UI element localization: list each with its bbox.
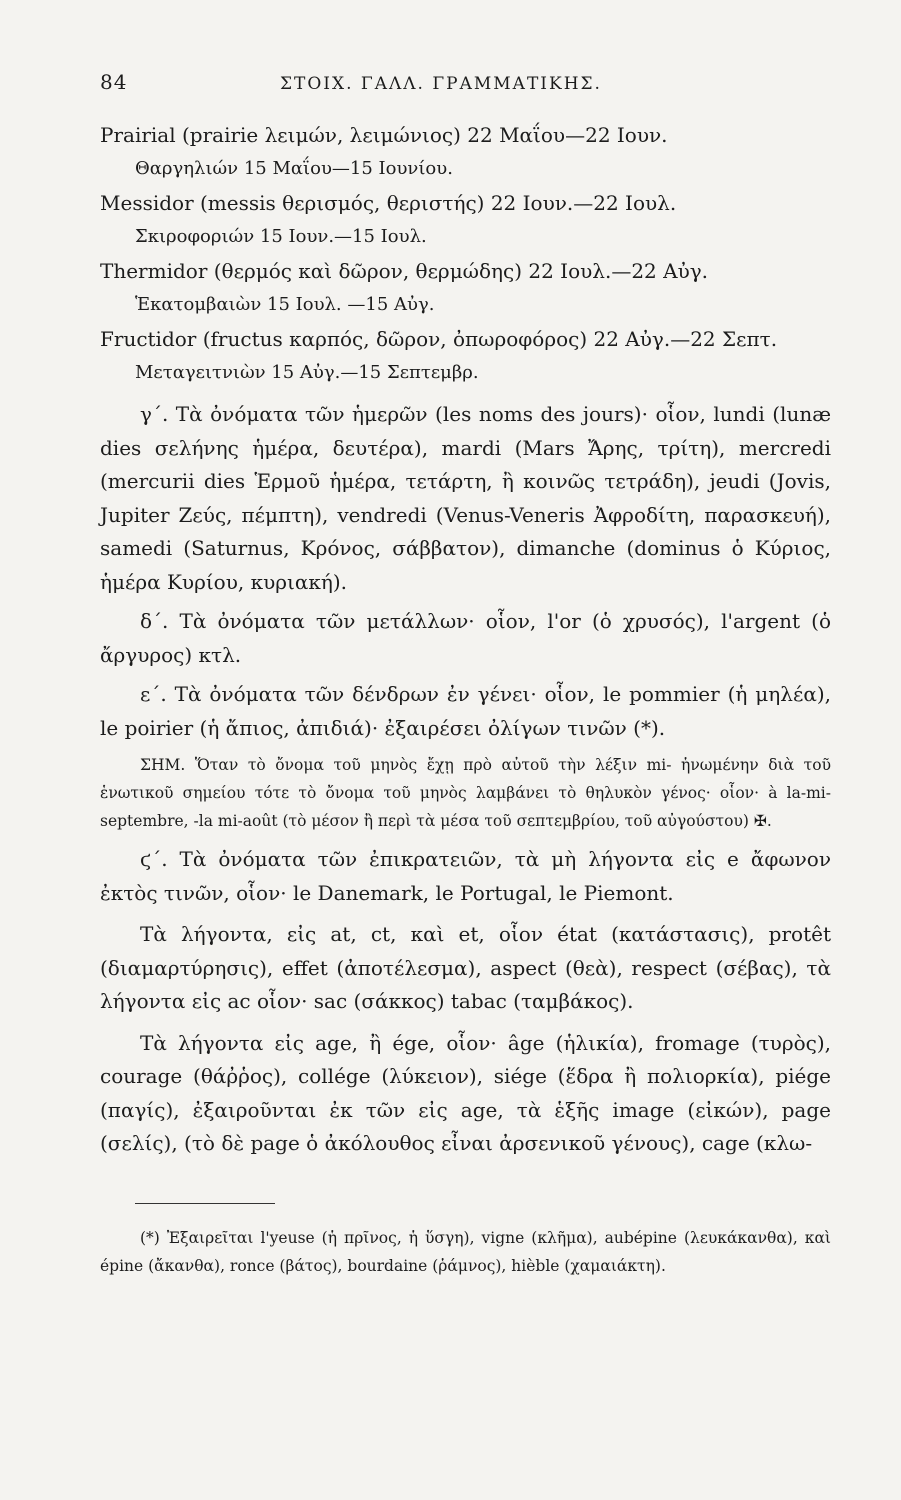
paragraph-note: ΣΗΜ. Ὅταν τὸ ὄνομα τοῦ μηνὸς ἔχῃ πρὸ αὐτοῦ τὴν λέξιν mi- ἡνωμένην διὰ τοῦ ἑνωτικοῦ σημείου τότε τὸ ὄνομα τοῦ μηνὸς λαμβάνει τὸ θηλυκὸν γένος· οἷον· à la-mi-septembre, -la mi-août (τὸ μέσον ἢ περὶ τὰ μέσα τοῦ σεπτεμβρίου, τοῦ αὐγούστου) ✠. xyxy=(100,756,831,830)
paragraph-countries: ϛ΄. Τὰ ὀνόματα τῶν ἐπικρατειῶν, τὰ μὴ λήγοντα εἰς e ἄφωνον ἐκτὸς τινῶν, οἷον· le Danemark, le Portugal, le Piemont. xyxy=(100,847,831,905)
month-entry-fructidor: Fructidor (fructus καρπός, δῶρον, ὀπωροφόρος) 22 Αὐγ.—22 Σεπτ. xyxy=(100,327,778,351)
paragraph-trees: ε΄. Τὰ ὀνόματα τῶν δένδρων ἐν γένει· οἷον, le pommier (ἡ μηλέα), le poirier (ἡ ἄπιος, ἀπιδιά)· ἐξαιρέσει ὀλίγων τινῶν (*). xyxy=(100,682,831,740)
page-number: 84 xyxy=(100,70,128,94)
paragraph-endings-age: Τὰ λήγοντα εἰς age, ἢ ége, οἷον· âge (ἡλικία), fromage (τυρὸς), courage (θάῤῥος), collége (λύκειον), siége (ἕδρα ἢ πολιορκία), piége (παγίς), ἐξαιροῦνται ἐκ τῶν εἰς age, τὰ ἑξῆς image (εἰκών), page (σελίς), (τὸ δὲ page ὁ ἀκόλουθος εἶναι ἀρσενικοῦ γένους), cage (κλω- xyxy=(100,1030,831,1155)
month-entry-thargelion: Θαργηλιών 15 Μαΐου—15 Ιουνίου. xyxy=(135,158,453,179)
month-entry-prairial: Prairial (prairie λειμών, λειμώνιος) 22 Μαΐου—22 Ιουν. xyxy=(100,123,668,147)
page-header xyxy=(100,70,831,100)
paragraph-metals: δ΄. Τὰ ὀνόματα τῶν μετάλλων· οἷον, l'or (ὁ χρυσός), l'argent (ὁ ἄργυρος) κτλ. xyxy=(100,609,831,667)
month-entry-messidor: Messidor (messis θερισμός, θεριστής) 22 Ιουν.—22 Ιουλ. xyxy=(100,191,677,215)
month-entry-skirophorion: Σκιροφοριών 15 Ιουν.—15 Ιουλ. xyxy=(135,226,427,247)
month-entry-metageitnion: Μεταγειτνιὼν 15 Αὐγ.—15 Σεπτεμβρ. xyxy=(135,362,479,383)
month-entry-thermidor: Thermidor (θερμός καὶ δῶρον, θερμώδης) 22 Ιουλ.—22 Αὐγ. xyxy=(100,259,709,283)
paragraph-days: γ΄. Τὰ ὀνόματα τῶν ἡμερῶν (les noms des jours)· οἷον, lundi (lunæ dies σελήνης ἡμέρα, δευτέρα), mardi (Mars Ἄρης, τρίτη), mercredi (mercurii dies Ἑρμοῦ ἡμέρα, τετάρτη, ἢ κοινῶς τετράδη), jeudi (Jovis, Jupiter Ζεύς, πέμπτη), vendredi (Venus-Veneris Ἀφροδίτη, παρασκευή), samedi (Saturnus, Κρόνος, σάββατον), dimanche (dominus ὁ Κύριος, ἡμέρα Κυρίου, κυριακή). xyxy=(100,402,831,594)
footnote-rule xyxy=(135,1203,275,1204)
footnote: (*) Ἐξαιρεῖται l'yeuse (ἡ πρῖνος, ἡ ὕσγη), vigne (κλῆμα), aubépine (λευκάκανθα), καὶ épine (ἄκανθα), ronce (βάτος), bourdaine (ῥάμνος), hièble (χαμαιάκτη). xyxy=(100,1228,831,1275)
month-entry-hekatombaion: Ἑκατομβαιὼν 15 Ιουλ. —15 Αὐγ. xyxy=(135,294,435,315)
running-title: ΣΤΟΙΧ. ΓΑΛΛ. ΓΡΑΜΜΑΤΙΚΗΣ. xyxy=(280,74,602,94)
page-body xyxy=(100,118,831,1280)
paragraph-endings-at-et: Τὰ λήγοντα, εἰς at, ct, καὶ et, οἷον état (κατάστασις), protêt (διαμαρτύρησις), effet (ἀποτέλεσμα), aspect (θεὰ), respect (σέβας), τὰ λήγοντα εἰς ac οἷον· sac (σάκκος) tabac (ταμβάκος). xyxy=(100,922,831,1013)
